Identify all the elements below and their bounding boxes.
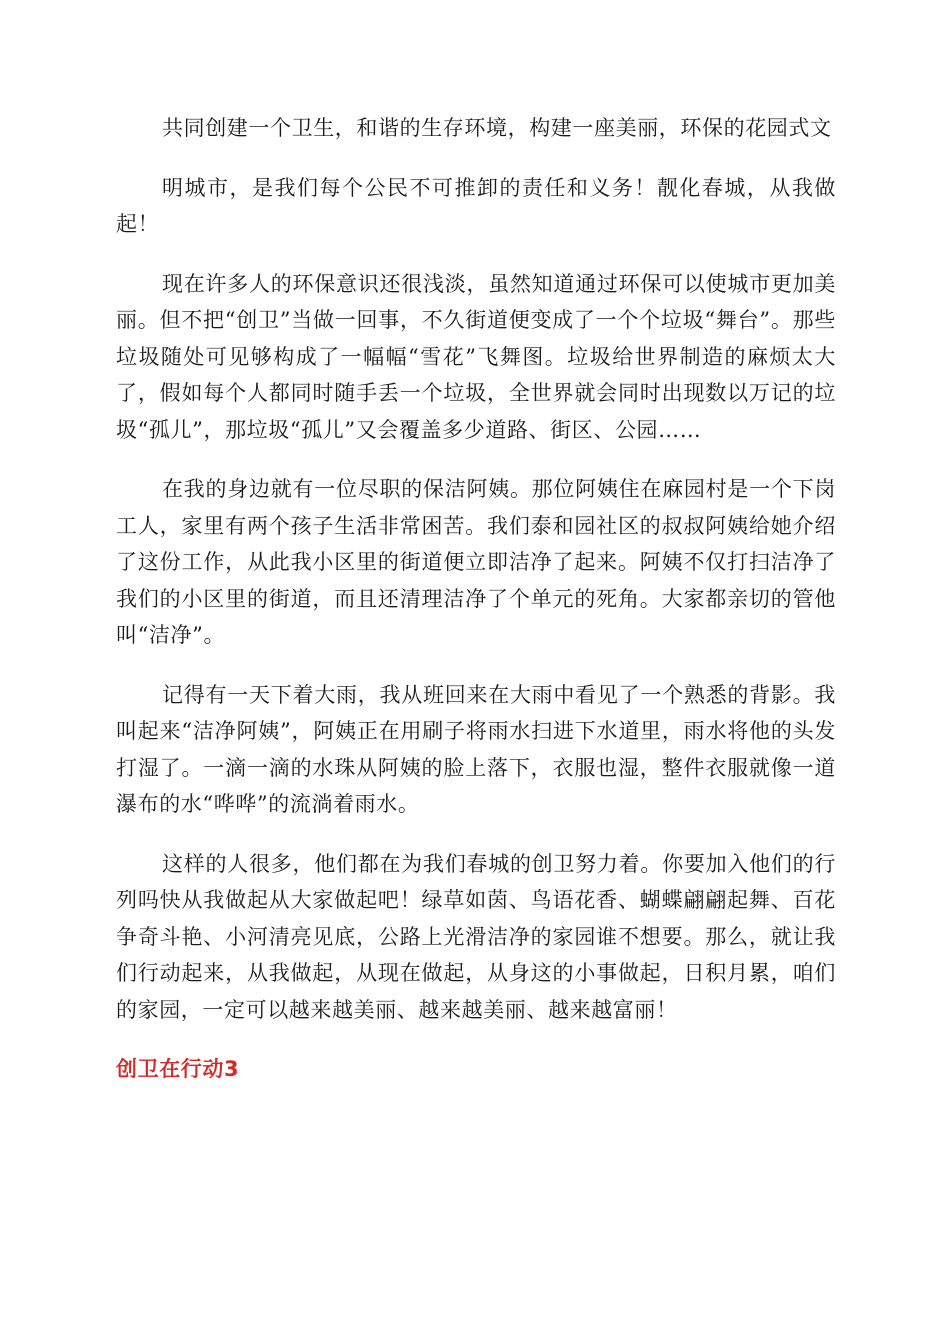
paragraph-5: 记得有一天下着大雨，我从班回来在大雨中看见了一个熟悉的背影。我叫起来“洁净阿姨”，阿姨正在用刷子将雨水扫进下水道里，雨水将他的头发打湿了。一滴一滴的水珠从阿姨的脸上落下，衣服也湿，整件衣服就像一道瀑布的水“哗哗”的流淌着雨水。	[116, 682, 836, 816]
paragraph-1: 共同创建一个卫生，和谐的生存环境，构建一座美丽，环保的花园式文	[162, 116, 832, 140]
paragraph-6: 这样的人很多，他们都在为我们春城的创卫努力着。你要加入他们的行列吗快从我做起从大家做起吧！绿草如茵、鸟语花香、蝴蝶翩翩起舞、百花争奇斗艳、小河清亮见底，公路上光滑洁净的家园谁不想要。那么，就让我们行动起来，从我做起，从现在做起，从身这的小事做起，日积月累，咱们的家园，一定可以越来越美丽、越来越美丽、越来越富丽！	[116, 851, 836, 1022]
section-heading: 创卫在行动3	[116, 1057, 240, 1081]
paragraph-2: 明城市，是我们每个公民不可推卸的责任和义务！靓化春城，从我做起！	[116, 175, 836, 236]
paragraph-3: 现在许多人的环保意识还很浅淡，虽然知道通过环保可以使城市更加美丽。但不把“创卫”当做一回事，不久街道便变成了一个个垃圾“舞台”。那些垃圾随处可见够构成了一幅幅“雪花”飞舞图。垃圾给世界制造的麻烦太大了，假如每个人都同时随手丢一个垃圾，全世界就会同时出现数以万记的垃圾“孤儿”，那垃圾“孤儿”又会覆盖多少道路、街区、公园……	[116, 271, 836, 442]
paragraph-4: 在我的身边就有一位尽职的保洁阿姨。那位阿姨住在麻园村是一个下岗工人，家里有两个孩子生活非常困苦。我们泰和园社区的叔叔阿姨给她介绍了这份工作，从此我小区里的街道便立即洁净了起来。阿姨不仅打扫洁净了我们的小区里的街道，而且还清理洁净了个单元的死角。大家都亲切的管他叫“洁净”。	[116, 477, 836, 647]
document-page	[116, 110, 836, 1087]
